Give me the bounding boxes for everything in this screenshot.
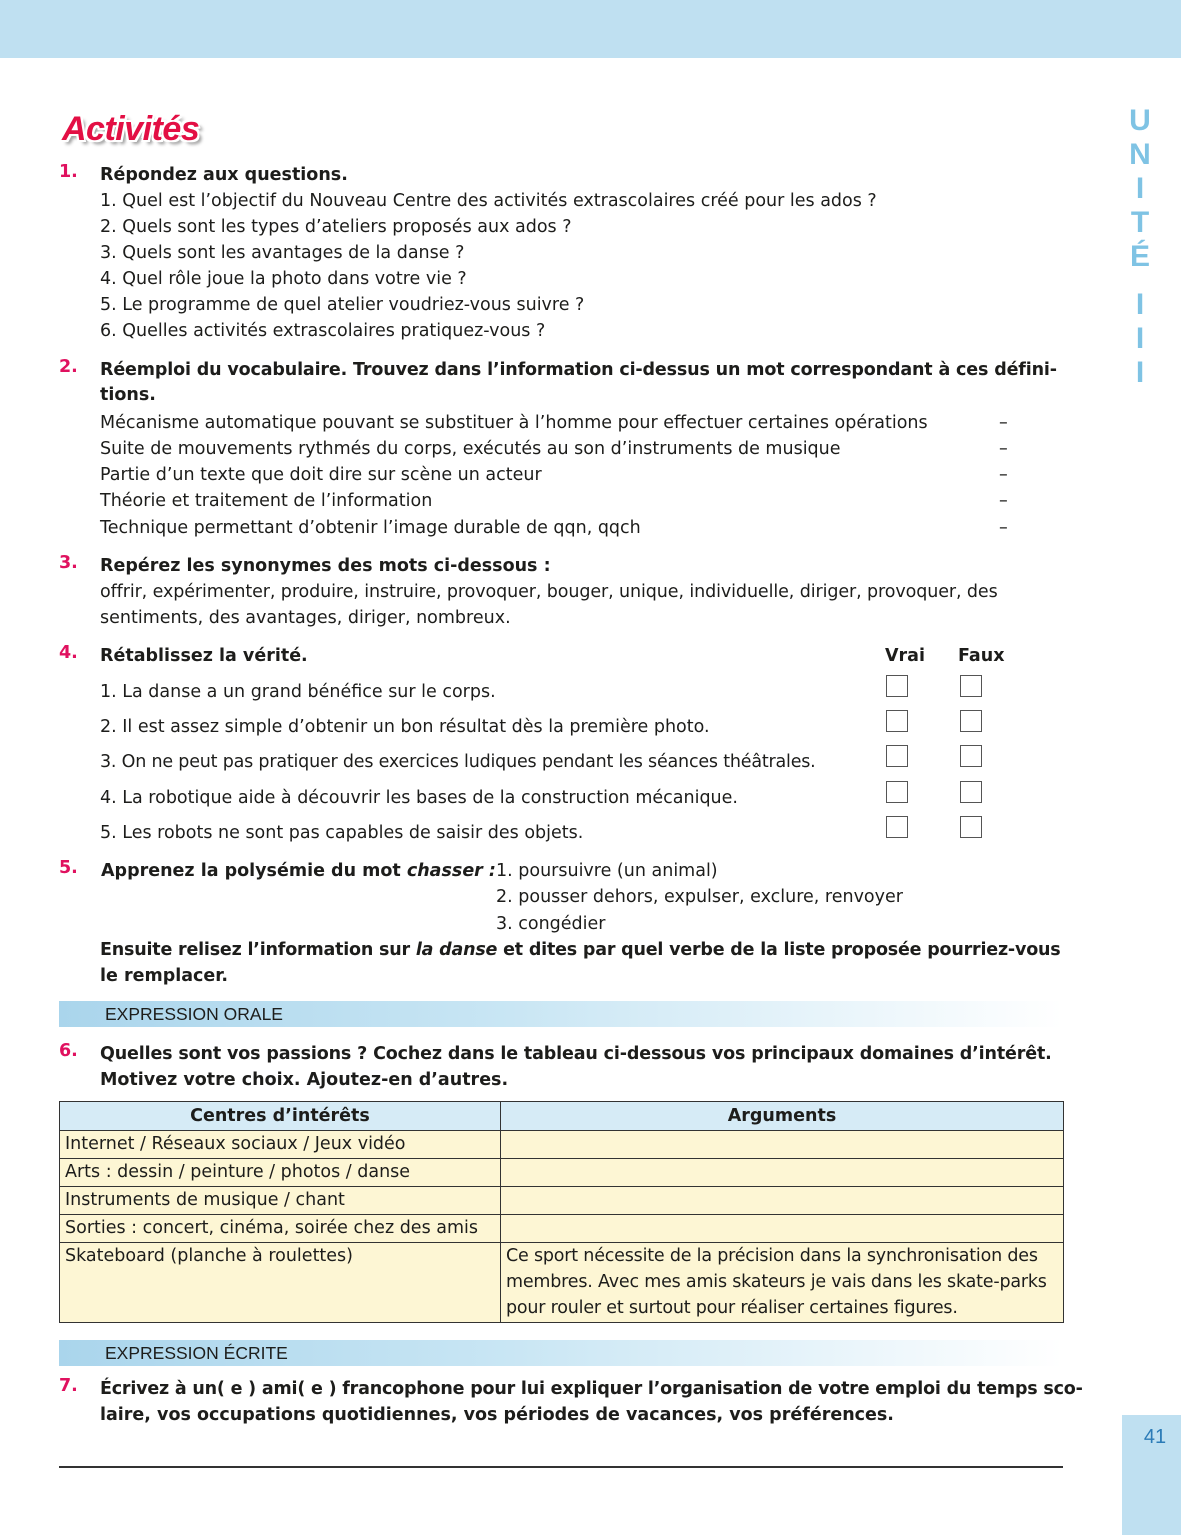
- definition: Théorie et traitement de l’information: [100, 491, 433, 511]
- exercise-number: 3.: [59, 553, 78, 573]
- exercise-number: 6.: [59, 1041, 78, 1061]
- word-list: sentiments, des avantages, diriger, nombreux.: [100, 608, 511, 628]
- unit-letter: I: [1135, 172, 1145, 205]
- exercise-number: 2.: [59, 357, 78, 377]
- footer-rule: [59, 1466, 1063, 1468]
- question: 5. Le programme de quel atelier voudriez-vous suivre ?: [100, 295, 585, 315]
- false-checkbox[interactable]: [960, 781, 982, 803]
- page-number: 41: [1143, 1426, 1167, 1448]
- true-checkbox[interactable]: [886, 781, 908, 803]
- question: 6. Quelles activités extrascolaires pratiquez-vous ?: [100, 321, 546, 341]
- true-checkbox[interactable]: [886, 710, 908, 732]
- interests-table: [59, 1101, 1064, 1323]
- definition: Suite de mouvements rythmés du corps, exécutés au son d’instruments de musique: [100, 439, 841, 459]
- false-checkbox[interactable]: [960, 816, 982, 838]
- follow-up-instruction: [100, 937, 1061, 963]
- argument-cell[interactable]: [501, 1215, 1064, 1243]
- definition: Mécanisme automatique pouvant se substituer à l’homme pour effectuer certaines opérations: [100, 413, 928, 433]
- question: 2. Quels sont les types d’ateliers proposés aux ados ?: [100, 217, 572, 237]
- exercise-heading: Repérez les synonymes des mots ci-dessous :: [100, 556, 551, 576]
- exercise-number: 5.: [59, 858, 78, 878]
- section-bar-written: [59, 1340, 1063, 1366]
- true-checkbox[interactable]: [886, 816, 908, 838]
- definition: Partie d’un texte que doit dire sur scène un acteur: [100, 465, 542, 485]
- false-checkbox[interactable]: [960, 710, 982, 732]
- exercise-number: 4.: [59, 643, 78, 663]
- table-header-row: [60, 1102, 1064, 1131]
- answer-blank[interactable]: –: [999, 491, 1008, 511]
- unit-letter: U: [1129, 104, 1151, 137]
- section-title: EXPRESSION ÉCRITE: [105, 1343, 288, 1363]
- exercise-heading: [101, 858, 496, 884]
- question: 4. Quel rôle joue la photo dans votre vie ?: [100, 269, 467, 289]
- table-row: [60, 1243, 1064, 1323]
- meaning: 2. pousser dehors, expulser, exclure, renvoyer: [496, 887, 903, 907]
- unit-letter: N: [1129, 138, 1151, 171]
- true-checkbox[interactable]: [886, 675, 908, 697]
- argument-cell[interactable]: [501, 1131, 1064, 1159]
- exercise-heading: Réemploi du vocabulaire. Trouvez dans l’information ci-dessus un mot correspondant à ces défini-: [100, 360, 1057, 380]
- statement: 1. La danse a un grand bénéfice sur le corps.: [100, 682, 496, 702]
- question: 3. Quels sont les avantages de la danse ?: [100, 243, 465, 263]
- section-title: EXPRESSION ORALE: [105, 1004, 283, 1024]
- exercise-3: [59, 553, 1063, 633]
- unit-letter: É: [1129, 240, 1150, 273]
- exercise-heading: Écrivez à un( e ) ami( e ) francophone pour lui expliquer l’organisation de votre emploi du temps sco-: [100, 1379, 1083, 1399]
- statement: 4. La robotique aide à découvrir les bases de la construction mécanique.: [100, 788, 738, 808]
- exercise-6: [59, 1041, 1063, 1095]
- unit-letter: I: [1135, 322, 1145, 355]
- statement: 3. On ne peut pas pratiquer des exercices ludiques pendant les séances théâtrales.: [100, 752, 816, 772]
- false-column-label: Faux: [958, 646, 1005, 666]
- question: 1. Quel est l’objectif du Nouveau Centre des activités extrascolaires créé pour les ados ?: [100, 191, 877, 211]
- meaning: 3. congédier: [496, 914, 606, 934]
- interest-cell: Internet / Réseaux sociaux / Jeux vidéo: [60, 1131, 501, 1159]
- follow-up-instruction-cont: le remplacer.: [100, 966, 229, 986]
- interest-cell: Sorties : concert, cinéma, soirée chez des amis: [60, 1215, 501, 1243]
- exercise-heading-cont: laire, vos occupations quotidiennes, vos périodes de vacances, vos préférences.: [100, 1405, 894, 1425]
- table-row: [60, 1215, 1064, 1243]
- unit-letter: I: [1135, 356, 1145, 389]
- statement: 2. Il est assez simple d’obtenir un bon résultat dès la première photo.: [100, 717, 710, 737]
- answer-blank[interactable]: –: [999, 413, 1008, 433]
- unit-letter: I: [1135, 288, 1145, 321]
- false-checkbox[interactable]: [960, 675, 982, 697]
- exercise-heading: Quelles sont vos passions ? Cochez dans le tableau ci-dessous vos principaux domaines d’intérêt.: [100, 1044, 1052, 1064]
- follow-italic: la danse: [415, 940, 498, 960]
- page-title: Activités: [62, 110, 200, 148]
- exercise-heading: Répondez aux questions.: [100, 165, 348, 185]
- argument-cell[interactable]: Ce sport nécessite de la précision dans la synchronisation des membres. Avec mes amis skateurs je vais dans les skate-parks pour rouler et surtout pour réaliser certaines figures.: [501, 1243, 1064, 1323]
- table-row: [60, 1159, 1064, 1187]
- argument-cell[interactable]: [501, 1159, 1064, 1187]
- true-column-label: Vrai: [885, 646, 925, 666]
- interest-cell: Arts : dessin / peinture / photos / danse: [60, 1159, 501, 1187]
- meaning: 1. poursuivre (un animal): [496, 861, 718, 881]
- follow-text: Ensuite relisez l’information sur: [100, 940, 416, 960]
- argument-cell[interactable]: [501, 1187, 1064, 1215]
- word-list: offrir, expérimenter, produire, instruire, provoquer, bouger, unique, individuelle, diriger, provoquer, des: [100, 582, 998, 602]
- interest-cell: Skateboard (planche à roulettes): [60, 1243, 501, 1323]
- definition: Technique permettant d’obtenir l’image durable de qqn, qqch: [100, 518, 641, 538]
- heading-text: Apprenez la polysémie du mot: [101, 861, 407, 881]
- table-row: [60, 1187, 1064, 1215]
- unit-letter: T: [1130, 206, 1150, 239]
- column-header: Arguments: [501, 1102, 1064, 1131]
- heading-word: chasser :: [406, 861, 496, 881]
- exercise-1: [59, 162, 1063, 346]
- statement: 5. Les robots ne sont pas capables de saisir des objets.: [100, 823, 584, 843]
- answer-blank[interactable]: –: [999, 518, 1008, 538]
- exercise-number: 1.: [59, 162, 78, 182]
- column-header: Centres d’intérêts: [60, 1102, 501, 1131]
- exercise-number: 7.: [59, 1376, 78, 1396]
- false-checkbox[interactable]: [960, 745, 982, 767]
- top-header-band: [0, 0, 1181, 58]
- answer-blank[interactable]: –: [999, 465, 1008, 485]
- true-checkbox[interactable]: [886, 745, 908, 767]
- unit-side-label: [1115, 104, 1165, 390]
- exercise-4: [59, 643, 1063, 848]
- exercise-2: [59, 357, 1063, 543]
- table-row: [60, 1131, 1064, 1159]
- exercise-7: [59, 1376, 1083, 1430]
- section-bar-oral: [59, 1001, 1063, 1027]
- answer-blank[interactable]: –: [999, 439, 1008, 459]
- exercise-heading-cont: Motivez votre choix. Ajoutez-en d’autres.: [100, 1070, 509, 1090]
- interest-cell: Instruments de musique / chant: [60, 1187, 501, 1215]
- exercise-heading-cont: tions.: [100, 385, 156, 405]
- exercise-5: [59, 858, 1063, 988]
- follow-text: et dites par quel verbe de la liste proposée pourriez-vous: [497, 940, 1061, 960]
- exercise-heading: Rétablissez la vérité.: [100, 646, 308, 666]
